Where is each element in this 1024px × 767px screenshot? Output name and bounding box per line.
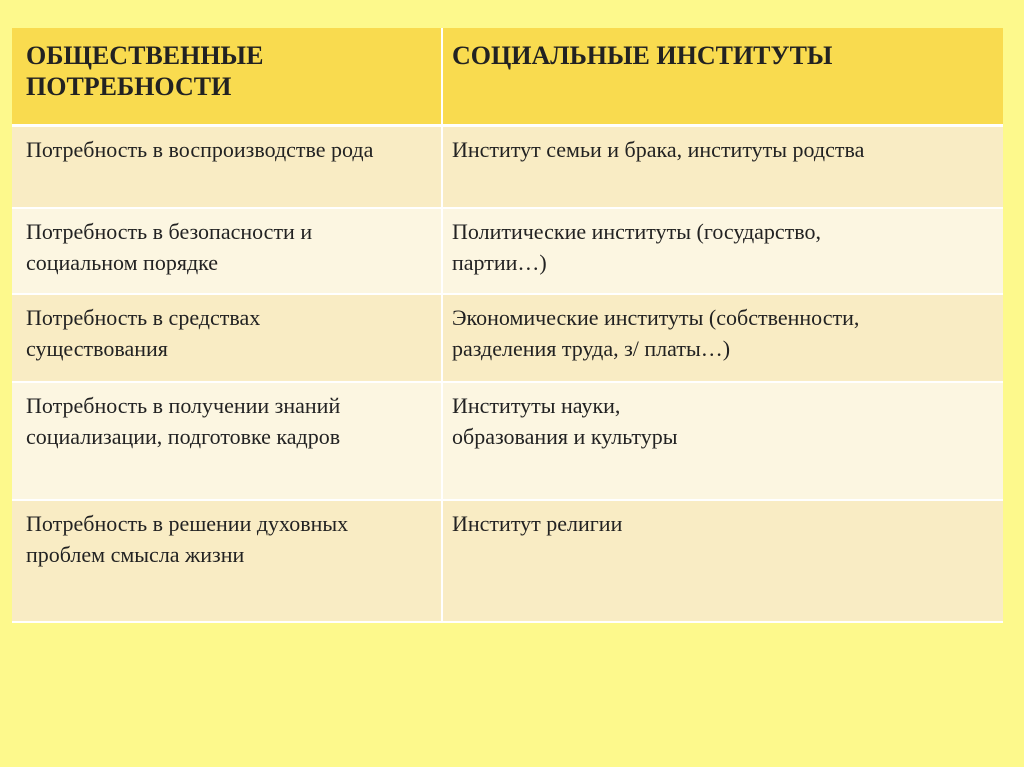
institution-text: Институт семьи и брака, институты родства — [452, 136, 865, 162]
institution-cell — [442, 125, 1003, 208]
need-text: Потребность в воспроизводстве рода — [26, 136, 374, 162]
table-body — [12, 125, 1003, 622]
need-cell — [12, 294, 442, 382]
need-cell — [12, 208, 442, 294]
institution-cell — [442, 208, 1003, 294]
institution-cell — [442, 500, 1003, 622]
institution-text: Экономические институты (собственности, разделения труда, з/ платы…) — [452, 305, 860, 361]
institution-cell — [442, 294, 1003, 382]
need-text: Потребность в решении духовных проблем смысла жизни — [26, 511, 349, 567]
header-institutions — [442, 28, 1003, 125]
institution-text: Институт религии — [452, 511, 623, 536]
need-text: Потребность в получении знаний социализации, подготовке кадров — [26, 393, 341, 449]
needs-institutions-table — [12, 28, 1003, 623]
table-row — [12, 294, 1003, 382]
need-cell — [12, 125, 442, 208]
need-cell — [12, 500, 442, 622]
header-row — [12, 28, 1003, 125]
institution-text: Политические институты (государство, партии…) — [452, 219, 822, 275]
header-institutions-label: СОЦИАЛЬНЫЕ ИНСТИТУТЫ — [452, 41, 833, 70]
table-row — [12, 208, 1003, 294]
institution-cell — [442, 382, 1003, 500]
institution-text: Институты науки, образования и культуры — [452, 393, 678, 449]
need-text: Потребность в безопасности и социальном порядке — [26, 219, 313, 275]
table-row — [12, 382, 1003, 500]
need-cell — [12, 382, 442, 500]
table-row — [12, 500, 1003, 622]
table-row — [12, 125, 1003, 208]
header-needs — [12, 28, 442, 125]
need-text: Потребность в средствах существования — [26, 305, 261, 361]
table-header — [12, 28, 1003, 125]
header-needs-label: ОБЩЕСТВЕННЫЕ ПОТРЕБНОСТИ — [26, 41, 264, 101]
